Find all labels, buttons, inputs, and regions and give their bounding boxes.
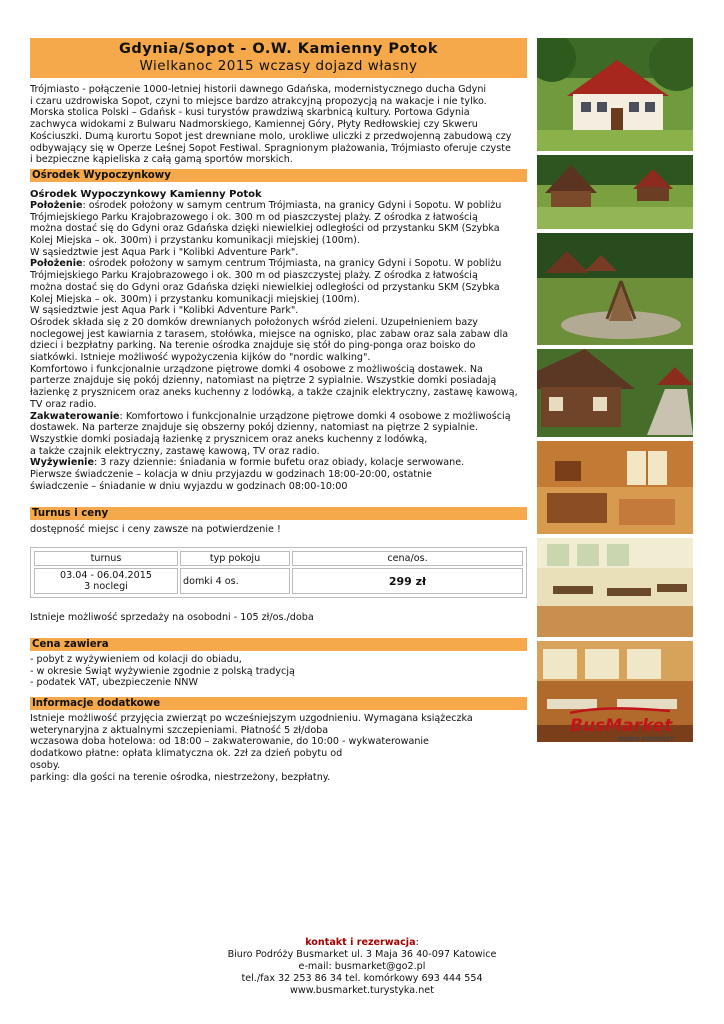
section-includes: Cena zawiera (30, 638, 527, 651)
photo-column (537, 38, 693, 746)
location-label: Położenie (30, 258, 83, 270)
section-additional: Informacje dodatkowe (30, 697, 527, 710)
cell-dates: 03.04 - 06.04.2015 3 noclegi (34, 568, 178, 594)
intro-line: i bezpieczne kąpieliska z całą gamą sportów morskich. (30, 154, 293, 166)
photo-hotel-building (537, 38, 693, 151)
intro-line: zachwyca widokami z Bulwaru Nadmorskiego, Kamiennej Góry, Płyty Redłowskiej czy Skweru (30, 119, 478, 131)
additional-info: Istnieje możliwość przyjęcia zwierząt po wcześniejszym uzgodnieniu. Wymagana książeczka weterynaryjna z aktualnymi szczepieniami. Płatność 5 zł/doba wczasowa doba hotelowa: od 18:00 – zakwaterowanie, do 10:00 - wykwaterowanie dodatkowo płatne: opłata klimatyczna ok. 2zł za dzień pobytu od osoby. parking: dla gości na terenie ośrodka, niestrzeżony, bezpłatny. (30, 713, 473, 783)
turnus-note: dostępność miejsc i ceny zawsze na potwierdzenie ! (30, 523, 281, 535)
resort-location-2: Położenie: ośrodek położony w samym centrum Trójmiasta, na granicy Gdyni i Sopotu. W pobliżu Trójmiejskiego Parku Krajobrazowego i ok. 300 m od piaszczystej plaży. Z ośrodka z łatwością można dostać się do Gdyni oraz Gdańska dzięki niewielkiej odległości od przystanku SKM (Szybka Kolej Miejska – ok. 300m) i przystanku komunikacji miejskiej (100m). W sąsiedztwie jest Aqua Park i "Kolibki Adventure Park". (30, 258, 502, 317)
resort-accommodation: Zakwaterowanie: Komfortowo i funkcjonalnie urządzone piętrowe domki 4 osobowe z możliwością dostawek. Na parterze znajduje się obszerny pokój dzienny, natomiast na piętrze 2 sypialnie. Wszystkie domki posiadają łazienkę z prysznicem oraz aneks kuchenny z lodówką, a także czajnik elektryczny, zastawę kawową, TV oraz radio. (30, 410, 511, 457)
accommodation-label: Zakwaterowanie (30, 410, 120, 422)
intro-line: odbywający się w Operze Leśnej Sopot Festiwal. Spragnionym plażowania, Trójmiasto oferuje czyste (30, 142, 511, 154)
list-item: - pobyt z wyżywieniem od kolacji do obiadu, (30, 653, 242, 665)
left-column (30, 38, 527, 783)
busmarket-logo (566, 705, 676, 745)
contact-website[interactable]: www.busmarket.turystyka.net (290, 984, 434, 996)
single-sale-note: Istnieje możliwość sprzedaży na osobodni - 105 zł/os./doba (30, 612, 314, 624)
svg-text:BIURO PODRÓŻY: BIURO PODRÓŻY (618, 736, 675, 743)
price-table (32, 549, 525, 596)
resort-name: Ośrodek Wypoczynkowy Kamienny Potok (30, 188, 262, 200)
intro-line: i czaru uzdrowiska Sopot, czyni to miejsce bardzo atrakcyjną propozycją na wakacje i nie tylko. (30, 95, 487, 107)
col-header-room: typ pokoju (180, 551, 290, 566)
title-box (30, 38, 527, 78)
section-turnus: Turnus i ceny (30, 507, 527, 520)
contact-email[interactable]: e-mail: busmarket@go2.pl (298, 960, 426, 972)
intro-line: Kościuszki. Dumą kurortu Sopot jest drewniane molo, urokliwe uliczki z przedwojenną zabudową czy (30, 130, 512, 142)
col-header-turnus: turnus (34, 551, 178, 566)
photo-dining-hall (537, 538, 693, 637)
includes-list (30, 654, 527, 689)
resort-location-1: Położenie: ośrodek położony w samym centrum Trójmiasta, na granicy Gdyni i Sopotu. W pobliżu Trójmiejskiego Parku Krajobrazowego i ok. 300 m od piaszczystej plaży. Z ośrodka z łatwością można dostać się do Gdyni oraz Gdańska dzięki niewielkiej odległości od przystanku SKM (Szybka Kolej Miejska – ok. 300m) i przystanku komunikacji miejskiej (100m). W sąsiedztwie jest Aqua Park i "Kolibki Adventure Park". (30, 199, 502, 258)
intro-line: Trójmiasto - połączenie 1000-letniej historii dawnego Gdańska, modernistycznego ducha Gdyni (30, 84, 487, 95)
list-item: - podatek VAT, ubezpieczenie NNW (30, 677, 198, 689)
cell-price: 299 zł (292, 568, 523, 594)
section-resort: Ośrodek Wypoczynkowy (30, 169, 527, 182)
page-title: Gdynia/Sopot - O.W. Kamienny Potok (119, 41, 438, 57)
table-row (34, 568, 523, 594)
photo-fire-pit (537, 233, 693, 345)
meals-label: Wyżywienie (30, 457, 94, 469)
price-table-wrap (30, 547, 527, 598)
contact-address: Biuro Podróży Busmarket ul. 3 Maja 36 40-097 Katowice (227, 948, 497, 960)
svg-text:BusMarket: BusMarket (570, 716, 673, 736)
col-header-price: cena/os. (292, 551, 523, 566)
location-label: Położenie (30, 199, 83, 211)
table-header-row (34, 551, 523, 566)
cell-room: domki 4 os. (180, 568, 290, 594)
photo-cabins-lawn (537, 155, 693, 229)
intro-line: Morska stolica Polski – Gdańsk - kusi turystów prawdziwą skarbnicą kultury. Portowa Gdynia (30, 107, 470, 119)
list-item: - w okresie Świąt wyżywienie zgodnie z polską tradycją (30, 665, 295, 677)
photo-interior (537, 441, 693, 534)
resort-meals: Wyżywienie: 3 razy dziennie: śniadania w formie bufetu oraz obiady, kolacje serwowane. Pierwsze świadczenie – kolacja w dniu przyjazdu w godzinach 18:00-20:00, ostatnie świadczenie – śniadanie w dniu wyjazdu w godzinach 08:00-10:00 (30, 457, 465, 492)
photo-cabin-path (537, 349, 693, 437)
contact-phone: tel./fax 32 253 86 34 tel. komórkowy 693 444 554 (241, 972, 483, 984)
footer-contact: kontakt i rezerwacja: Biuro Podróży Busmarket ul. 3 Maja 36 40-097 Katowice e-mail: busmarket@go2.pl tel./fax 32 253 86 34 tel. komórkowy 693 444 554 www.busmarket.turystyka.net (0, 937, 724, 997)
page-subtitle: Wielkanoc 2015 wczasy dojazd własny (139, 58, 418, 74)
resort-description: Ośrodek składa się z 20 domków drewnianych położonych wśród zieleni. Uzupełnieniem bazy noclegowej jest kawiarnia z tarasem, stołówka, miejsce na ognisko, plac zabaw oraz sala zabaw dla dzieci i bezpłatny parking. Na terenie ośrodka znajduje się stół do ping-ponga oraz boisko do siatkówki. Istnieje możliwość wypożyczenia kijków do "nordic walking". Komfortowo i funkcjonalnie urządzone piętrowe domki 4 osobowe z możliwością dostawek. Na parterze znajduje się pokój dzienny, natomiast na piętrze 2 sypialnie. Wszystkie domki posiadają łazienkę z prysznicem oraz aneks kuchenny z lodówką, a także czajnik elektryczny, zastawę kawową, TV oraz radio. (30, 316, 518, 410)
intro-paragraph (30, 84, 527, 166)
contact-label: kontakt i rezerwacja (305, 937, 416, 948)
